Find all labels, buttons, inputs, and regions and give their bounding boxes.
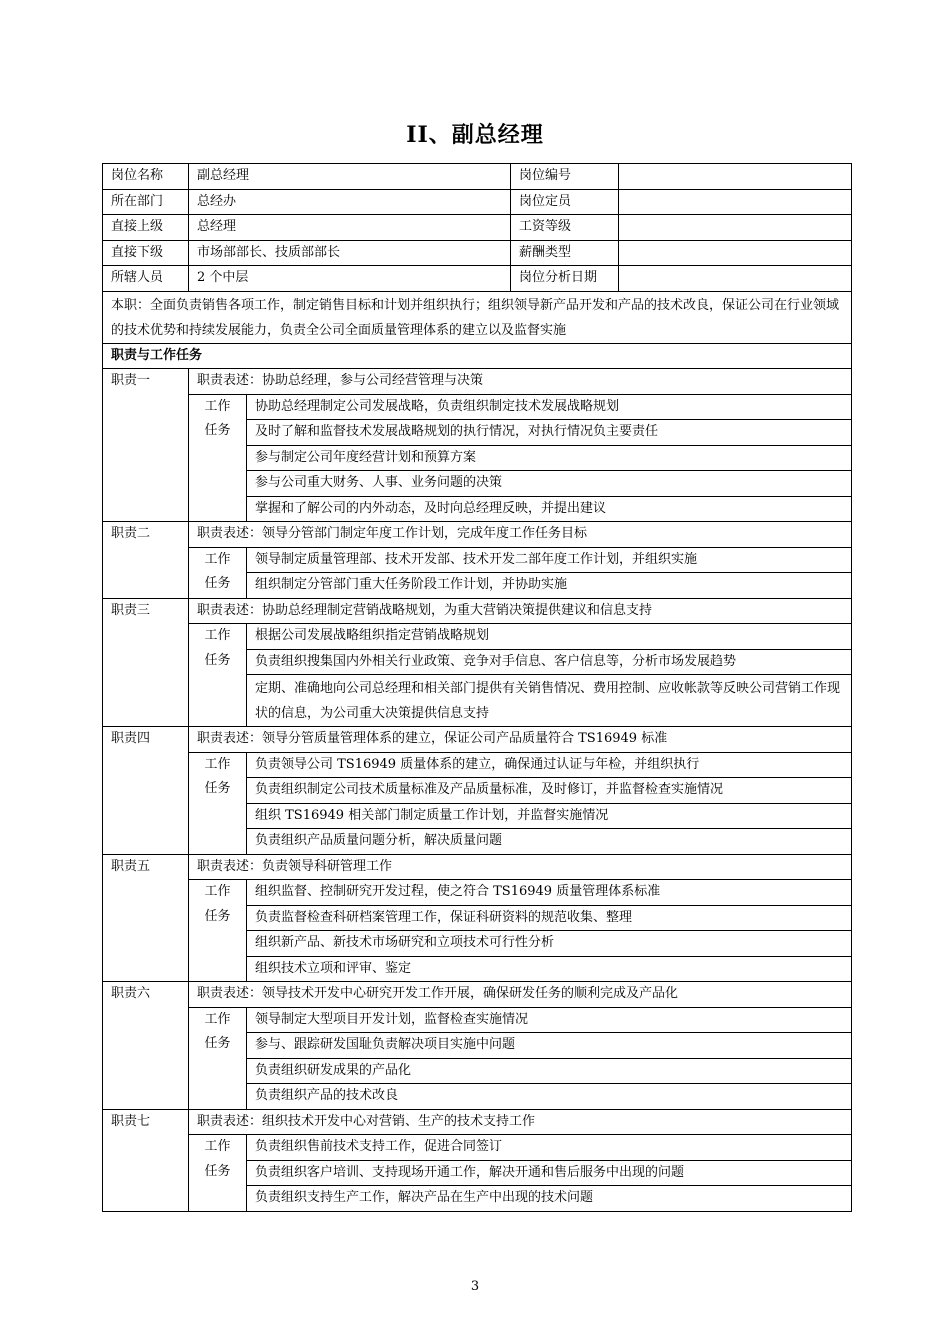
task-label (189, 880, 247, 982)
duty-name: 职责四 (103, 727, 189, 855)
duty-description: 职责表述：组织技术开发中心对营销、生产的技术支持工作 (189, 1109, 852, 1135)
task-label-line-1: 工作 (204, 398, 231, 414)
task-label (189, 547, 247, 598)
section-header: 职责与工作任务 (103, 343, 852, 369)
task-item: 负责组织制定公司技术质量标准及产品质量标准，及时修订，并监督检查实施情况 (247, 778, 852, 804)
task-label-line-1: 工作 (204, 1139, 231, 1154)
task-item: 协助总经理制定公司发展战略，负责组织制定技术发展战略规划 (247, 394, 852, 420)
analysis-date-value (619, 266, 852, 292)
task-item: 组织新产品、新技术市场研究和立项技术可行性分析 (247, 931, 852, 957)
info-row-dept (103, 189, 852, 215)
duty-description: 职责表述：协助总经理制定营销战略规划，为重大营销决策提供建议和信息支持 (189, 598, 852, 624)
duty-name: 职责一 (103, 369, 189, 522)
position-name-value: 副总经理 (189, 164, 511, 190)
task-row (103, 394, 852, 420)
duty-description: 职责表述：领导技术开发中心研究开发工作开展，确保研发任务的顺利完成及产品化 (189, 982, 852, 1008)
task-row (103, 1135, 852, 1161)
duty-name: 职责六 (103, 982, 189, 1110)
task-item: 负责组织支持生产工作，解决产品在生产中出现的技术问题 (247, 1186, 852, 1212)
task-label-line-1: 工作 (204, 551, 231, 567)
task-item: 参与、跟踪研发国耻负责解决项目实施中问题 (247, 1033, 852, 1059)
superior-value: 总经理 (189, 215, 511, 241)
job-summary: 本职：全面负责销售各项工作，制定销售目标和计划并组织执行；组织领导新产品开发和产品的技术改良，保证公司在行业领域的技术优势和持续发展能力，负责全公司全面质量管理体系的建立以及监督实施 (103, 291, 852, 343)
task-label-line-1: 工作 (204, 756, 231, 772)
task-label-line-1: 工作 (204, 628, 231, 643)
info-row-subordinate (103, 240, 852, 266)
duty-name: 职责七 (103, 1109, 189, 1211)
task-item: 负责领导公司 TS16949 质量体系的建立，确保通过认证与年检，并组织执行 (247, 752, 852, 778)
task-row (103, 547, 852, 573)
headcount-value (619, 189, 852, 215)
duty-name: 职责五 (103, 854, 189, 982)
task-item: 负责监督检查科研档案管理工作，保证科研资料的规范收集、整理 (247, 905, 852, 931)
duty-name: 职责三 (103, 598, 189, 727)
duty-description: 职责表述：领导分管质量管理体系的建立，保证公司产品质量符合 TS16949 标准 (189, 727, 852, 753)
analysis-date-label: 岗位分析日期 (511, 266, 619, 292)
pay-type-label: 薪酬类型 (511, 240, 619, 266)
page-number: 3 (470, 1279, 480, 1294)
task-item: 掌握和了解公司的内外动态，及时向总经理反映，并提出建议 (247, 496, 852, 522)
task-item: 根据公司发展战略组织指定营销战略规划 (247, 624, 852, 650)
task-item: 负责组织产品质量问题分析，解决质量问题 (247, 829, 852, 855)
task-label-line-2: 任务 (204, 908, 231, 924)
salary-grade-value (619, 215, 852, 241)
duty-row (103, 522, 852, 548)
duty-row (103, 727, 852, 753)
task-label-line-2: 任务 (204, 576, 231, 591)
task-row (103, 1007, 852, 1033)
task-label-line-2: 任务 (204, 781, 231, 796)
job-description-table (102, 163, 852, 1212)
subordinate-value: 市场部部长、技质部部长 (189, 240, 511, 266)
task-label (189, 394, 247, 522)
subordinate-label: 直接下级 (103, 240, 189, 266)
duty-row (103, 854, 852, 880)
task-item: 负责组织搜集国内外相关行业政策、竞争对手信息、客户信息等，分析市场发展趋势 (247, 649, 852, 675)
duty-description: 职责表述：协助总经理，参与公司经营管理与决策 (189, 369, 852, 395)
task-item: 负责组织售前技术支持工作，促进合同签订 (247, 1135, 852, 1161)
task-row (103, 752, 852, 778)
duty-row (103, 598, 852, 624)
duty-name: 职责二 (103, 522, 189, 599)
section-header-row (103, 343, 852, 369)
task-label-line-2: 任务 (204, 652, 231, 668)
info-row-position (103, 164, 852, 190)
task-item: 领导制定质量管理部、技术开发部、技术开发二部年度工作计划，并组织实施 (247, 547, 852, 573)
task-item: 参与公司重大财务、人事、业务问题的决策 (247, 471, 852, 497)
dept-label: 所在部门 (103, 189, 189, 215)
task-label-line-2: 任务 (204, 423, 231, 438)
task-label (189, 624, 247, 727)
info-row-superior (103, 215, 852, 241)
task-label-line-2: 任务 (204, 1036, 231, 1051)
task-label-line-2: 任务 (204, 1163, 231, 1179)
pay-type-value (619, 240, 852, 266)
staff-label: 所辖人员 (103, 266, 189, 292)
staff-value: 2 个中层 (189, 266, 511, 292)
page-title: II、副总经理 (406, 122, 544, 148)
task-row (103, 880, 852, 906)
duty-row (103, 1109, 852, 1135)
task-item: 组织 TS16949 相关部门制定质量工作计划，并监督实施情况 (247, 803, 852, 829)
task-item: 领导制定大型项目开发计划，监督检查实施情况 (247, 1007, 852, 1033)
task-label-line-1: 工作 (204, 884, 231, 899)
task-item: 组织监督、控制研究开发过程，使之符合 TS16949 质量管理体系标准 (247, 880, 852, 906)
task-item: 负责组织产品的技术改良 (247, 1084, 852, 1110)
task-item: 组织制定分管部门重大任务阶段工作计划，并协助实施 (247, 573, 852, 599)
task-item: 定期、准确地向公司总经理和相关部门提供有关销售情况、费用控制、应收帐款等反映公司营销工作现状的信息，为公司重大决策提供信息支持 (247, 675, 852, 727)
dept-value: 总经办 (189, 189, 511, 215)
duty-row (103, 369, 852, 395)
position-no-value (619, 164, 852, 190)
task-label (189, 1007, 247, 1109)
summary-row (103, 291, 852, 343)
task-item: 负责组织研发成果的产品化 (247, 1058, 852, 1084)
task-item: 参与制定公司年度经营计划和预算方案 (247, 445, 852, 471)
position-name-label: 岗位名称 (103, 164, 189, 190)
salary-grade-label: 工资等级 (511, 215, 619, 241)
duty-row (103, 982, 852, 1008)
task-label-line-1: 工作 (204, 1011, 231, 1027)
task-row (103, 624, 852, 650)
task-label (189, 752, 247, 854)
headcount-label: 岗位定员 (511, 189, 619, 215)
task-item: 及时了解和监督技术发展战略规划的执行情况，对执行情况负主要责任 (247, 420, 852, 446)
task-item: 负责组织客户培训、支持现场开通工作，解决开通和售后服务中出现的问题 (247, 1160, 852, 1186)
superior-label: 直接上级 (103, 215, 189, 241)
position-no-label: 岗位编号 (511, 164, 619, 190)
duty-description: 职责表述：领导分管部门制定年度工作计划，完成年度工作任务目标 (189, 522, 852, 548)
duty-description: 职责表述：负责领导科研管理工作 (189, 854, 852, 880)
info-row-staff (103, 266, 852, 292)
task-label (189, 1135, 247, 1212)
task-item: 组织技术立项和评审、鉴定 (247, 956, 852, 982)
